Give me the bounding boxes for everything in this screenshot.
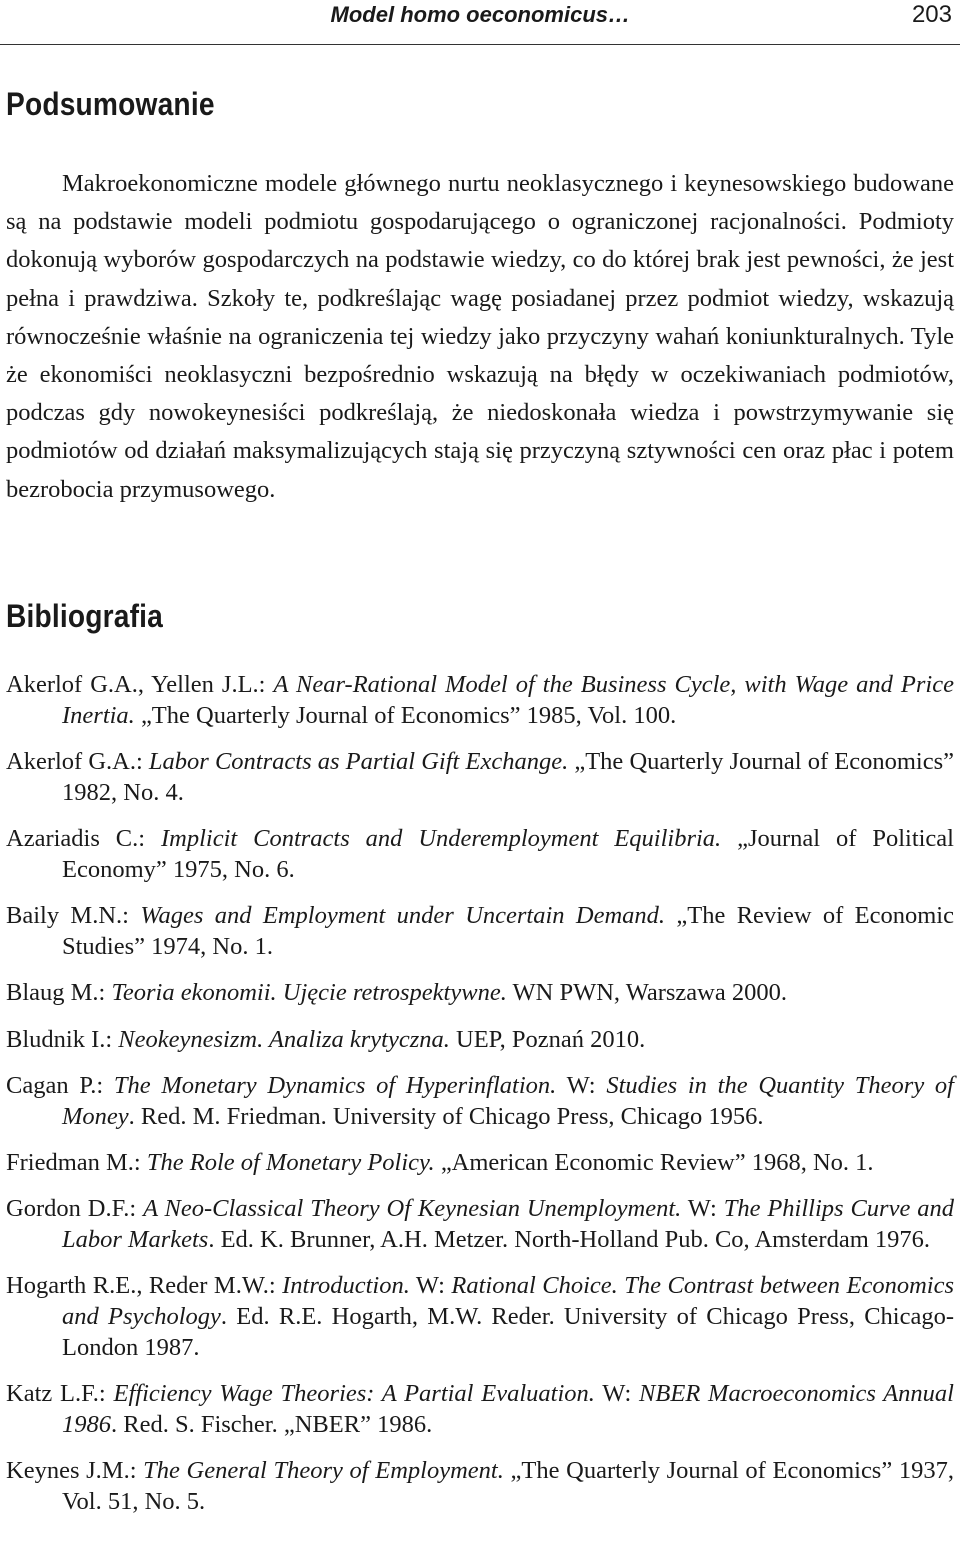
bibliography-entry: Gordon D.F.: A Neo-Classical Theory Of Keynesian Unemployment. W: The Phillips Curve and Labor Markets. Ed. K. Brunner, A.H. Metzer. North-Holland Pub. Co, Amsterdam 1976. xyxy=(6,1195,954,1254)
page-header xyxy=(0,0,960,45)
bibliography-entry: Hogarth R.E., Reder M.W.: Introduction. W: Rational Choice. The Contrast between Economics and Psychology. Ed. R.E. Hogarth, M.W. Reder. University of Chicago Press, Chicago-London 1987. xyxy=(6,1272,954,1362)
bibliography-entry: Akerlof G.A., Yellen J.L.: A Near-Rational Model of the Business Cycle, with Wage and Price Inertia. „The Quarterly Journal of Economics” 1985, Vol. 100. xyxy=(6,671,954,729)
running-title: Model homo oeconomicus… xyxy=(330,2,630,27)
bibliography-entry: Friedman M.: The Role of Monetary Policy. „American Economic Review” 1968, No. 1. xyxy=(6,1149,874,1177)
bibliography-entry: Katz L.F.: Efficiency Wage Theories: A Partial Evaluation. W: NBER Macroeconomics Annual 1986. Red. S. Fischer. „NBER” 1986. xyxy=(6,1380,954,1439)
bibliography-entry: Keynes J.M.: The General Theory of Employment. „The Quarterly Journal of Economics” 1937, Vol. 51, No. 5. xyxy=(6,1457,954,1516)
bibliography-entry: Azariadis C.: Implicit Contracts and Underemployment Equilibria. „Journal of Political Economy” 1975, No. 6. xyxy=(6,825,954,883)
bibliography-heading: Bibliografia xyxy=(6,598,164,634)
summary-paragraph: Makroekonomiczne modele głównego nurtu neoklasycznego i keynesowskiego budowane są na podstawie modeli podmiotu gospodarującego o ograniczonej racjonalności. Podmioty dokonują wyborów gospodarczych na podstawie wiedzy, co do której brak jest pewności, że jest pełna i prawdziwa. Szkoły te, podkreślając wagę posiadanej przez podmiot wiedzy, wskazują równocześnie właśnie na ograniczenia tej wiedzy jako przyczyny wahań koniunkturalnych. Tyle że ekonomiści neoklasyczni bezpośrednio wskazują na błędy w oczekiwaniach podmiotów, podczas gdy nowokeynesiści podkreślają, że niedoskonała wiedza i powstrzymywanie się podmiotów od działań maksymalizujących stają się przyczyną sztywności cen oraz płac i potem bezrobocia przymusowego. xyxy=(6,170,954,503)
page-number: 203 xyxy=(911,1,952,28)
summary-heading: Podsumowanie xyxy=(6,86,215,122)
bibliography-entry: Blaug M.: Teoria ekonomii. Ujęcie retrospektywne. WN PWN, Warszawa 2000. xyxy=(6,979,787,1007)
bibliography-entry: Bludnik I.: Neokeynesizm. Analiza krytyczna. UEP, Poznań 2010. xyxy=(6,1025,646,1053)
bibliography-entry: Cagan P.: The Monetary Dynamics of Hyperinflation. W: Studies in the Quantity Theory of Money. Red. M. Friedman. University of Chicago Press, Chicago 1956. xyxy=(6,1071,954,1130)
bibliography-entry: Baily M.N.: Wages and Employment under Uncertain Demand. „The Review of Economic Studies” 1974, No. 1. xyxy=(6,902,954,961)
bibliography-list xyxy=(6,670,954,1534)
bibliography-entry: Akerlof G.A.: Labor Contracts as Partial Gift Exchange. „The Quarterly Journal of Economics” 1982, No. 4. xyxy=(6,748,954,806)
